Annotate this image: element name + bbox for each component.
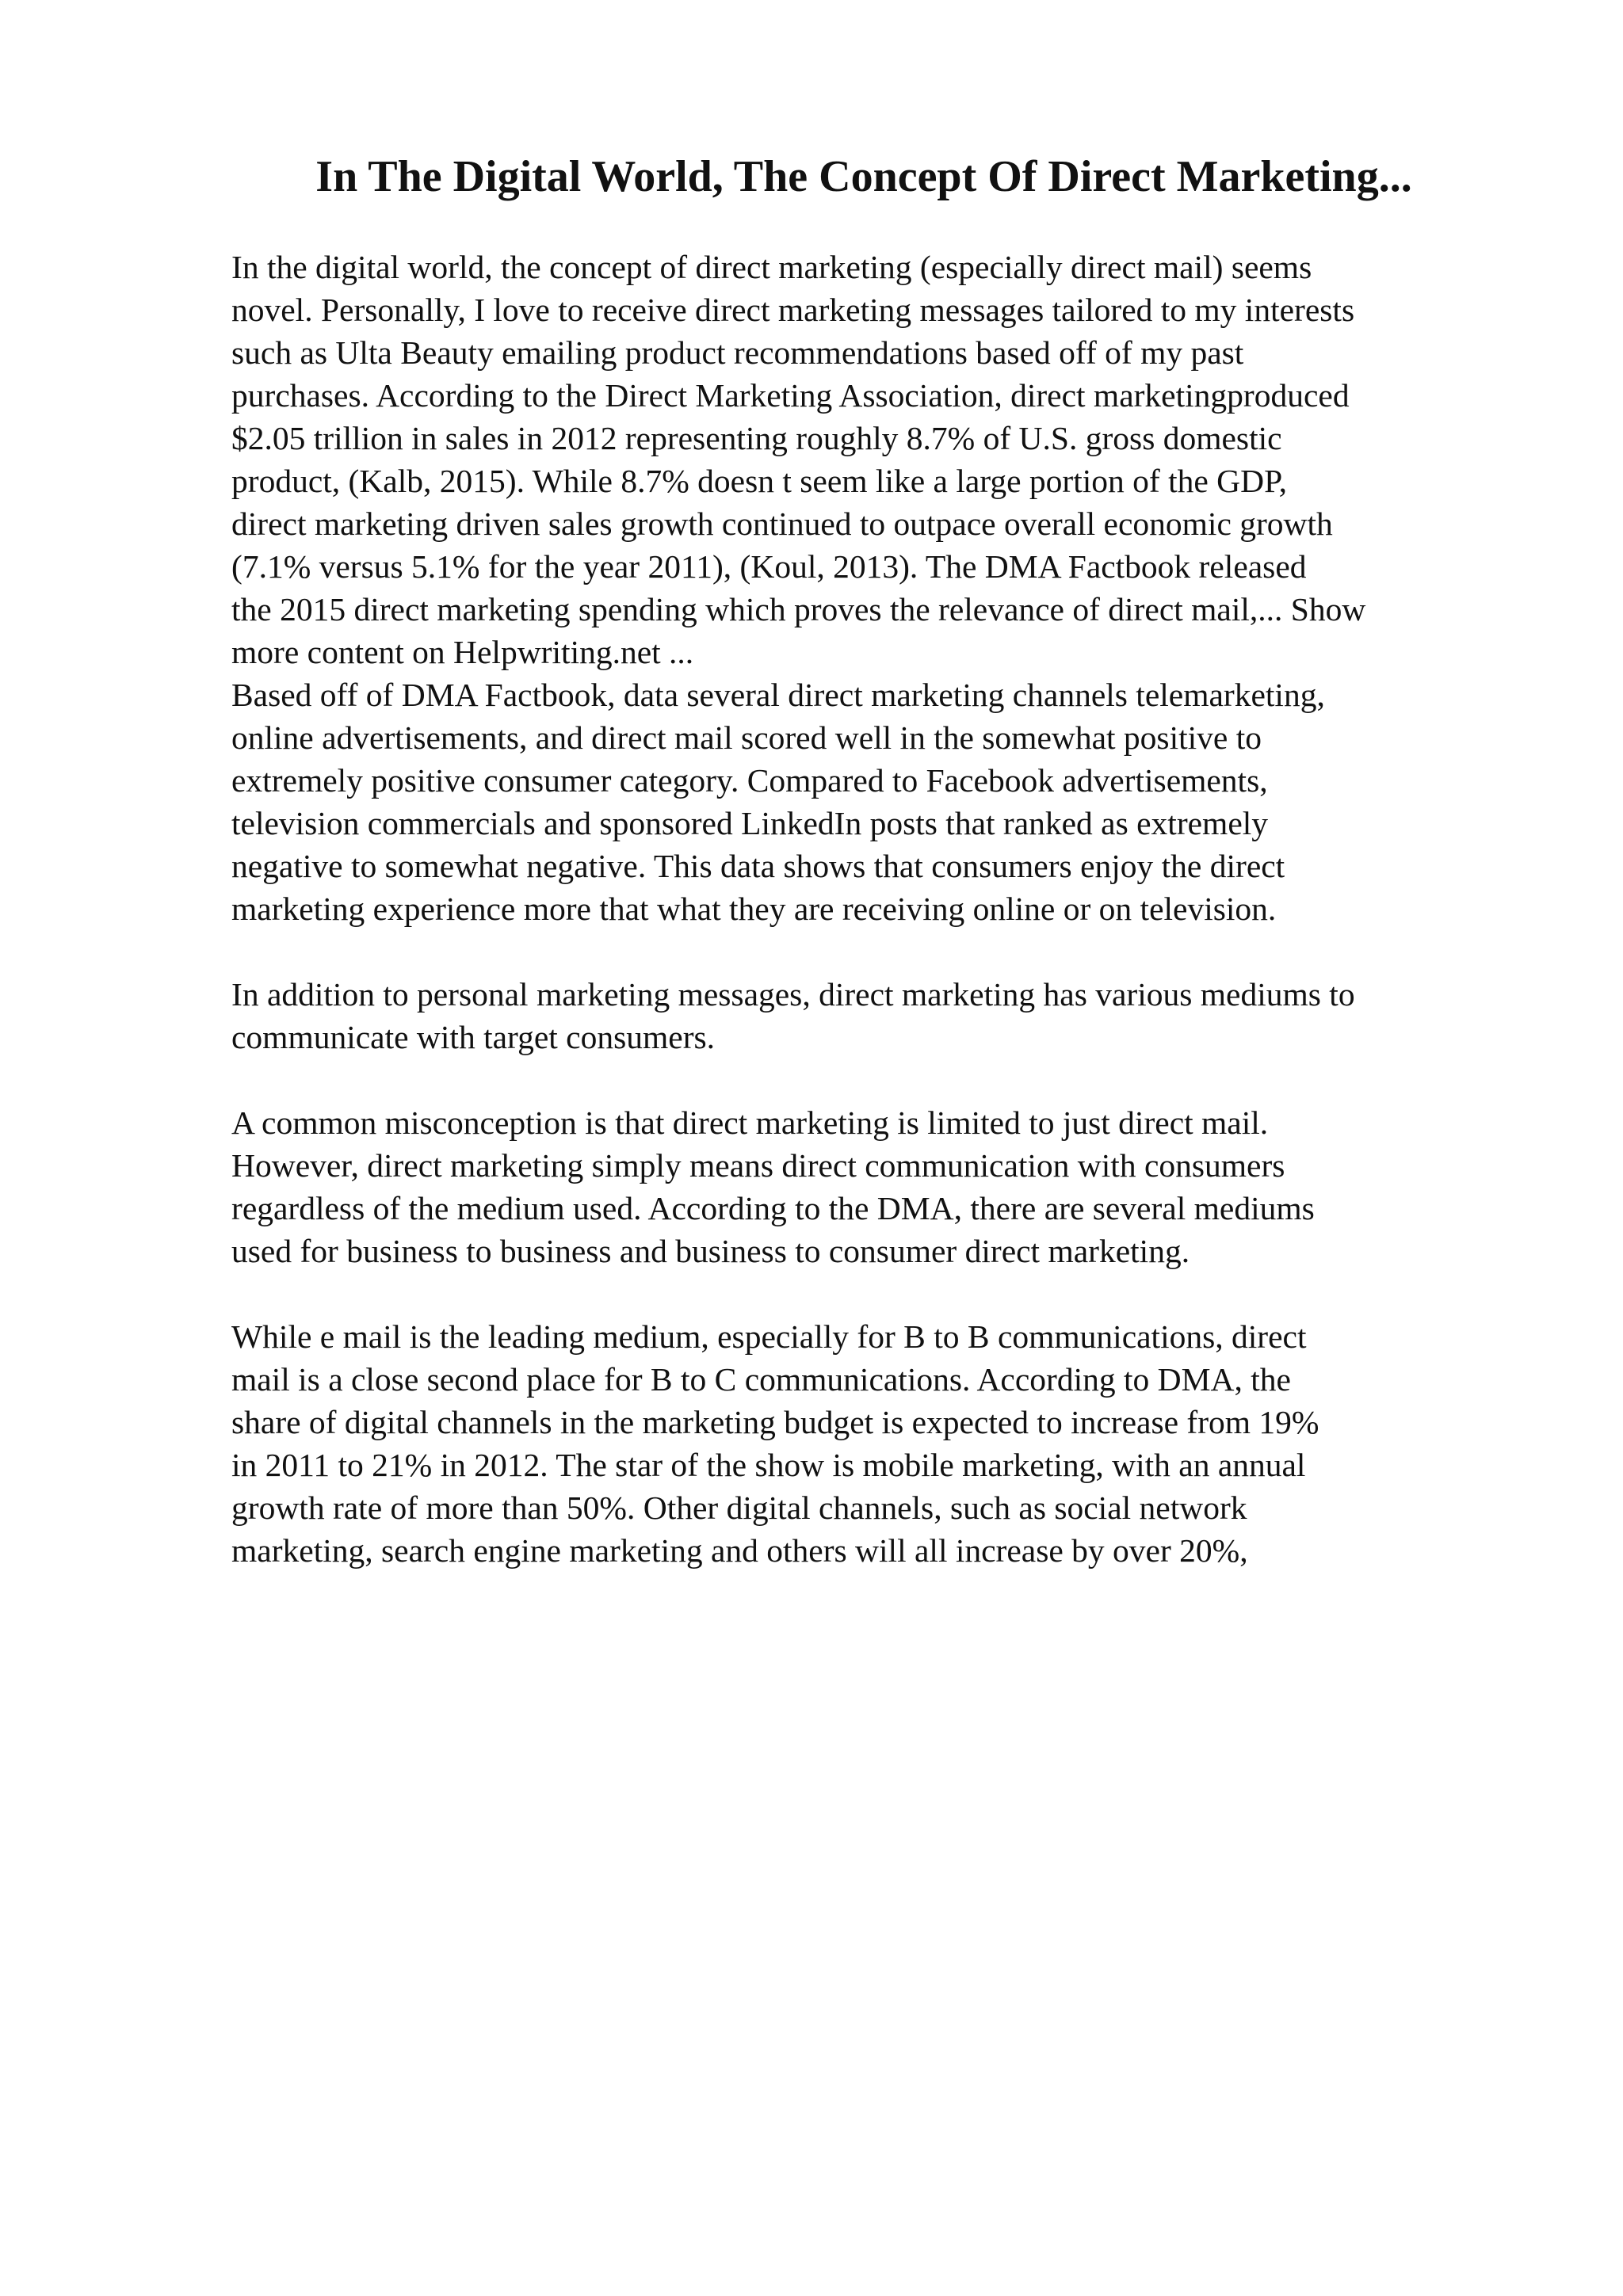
paragraph-line: $2.05 trillion in sales in 2012 representing roughly 8.7% of U.S. gross domestic xyxy=(231,420,1282,456)
paragraph-line: more content on Helpwriting.net ... xyxy=(231,634,694,670)
paragraph-line: mail is a close second place for B to C communications. According to DMA, the xyxy=(231,1361,1291,1398)
paragraph-line: direct marketing driven sales growth continued to outpace overall economic growth xyxy=(231,505,1333,542)
paragraph-1 xyxy=(231,246,1531,673)
paragraph-spacer xyxy=(231,930,1531,973)
paragraph-line: marketing experience more that what they are receiving online or on television. xyxy=(231,891,1277,927)
paragraph-5 xyxy=(231,1315,1531,1572)
paragraph-line: television commercials and sponsored LinkedIn posts that ranked as extremely xyxy=(231,805,1269,841)
page-title: In The Digital World, The Concept Of Direct Marketing... xyxy=(315,152,1412,201)
paragraph-line: product, (Kalb, 2015). While 8.7% doesn t seem like a large portion of the GDP, xyxy=(231,463,1287,499)
document-body xyxy=(231,246,1531,1572)
paragraph-line: negative to somewhat negative. This data shows that consumers enjoy the direct xyxy=(231,848,1285,884)
paragraph-line: extremely positive consumer category. Compared to Facebook advertisements, xyxy=(231,762,1268,799)
paragraph-4 xyxy=(231,1101,1531,1272)
paragraph-line: online advertisements, and direct mail scored well in the somewhat positive to xyxy=(231,719,1262,756)
paragraph-2 xyxy=(231,673,1531,930)
paragraph-line: such as Ulta Beauty emailing product recommendations based off of my past xyxy=(231,334,1244,371)
paragraph-line: However, direct marketing simply means direct communication with consumers xyxy=(231,1147,1285,1184)
paragraph-line: regardless of the medium used. According to the DMA, there are several mediums xyxy=(231,1190,1315,1226)
paragraph-line: In the digital world, the concept of direct marketing (especially direct mail) seems xyxy=(231,249,1312,285)
paragraph-line: While e mail is the leading medium, especially for B to B communications, direct xyxy=(231,1318,1307,1355)
paragraph-line: in 2011 to 21% in 2012. The star of the show is mobile marketing, with an annual xyxy=(231,1447,1306,1483)
paragraph-line: Based off of DMA Factbook, data several direct marketing channels telemarketing, xyxy=(231,677,1325,713)
paragraph-spacer xyxy=(231,1058,1531,1101)
paragraph-spacer xyxy=(231,1272,1531,1315)
paragraph-line: used for business to business and business to consumer direct marketing. xyxy=(231,1233,1190,1269)
paragraph-line: purchases. According to the Direct Marketing Association, direct marketingproduced xyxy=(231,377,1350,414)
paragraph-line: communicate with target consumers. xyxy=(231,1019,716,1055)
paragraph-line: share of digital channels in the marketing budget is expected to increase from 19% xyxy=(231,1404,1319,1440)
paragraph-line: growth rate of more than 50%. Other digital channels, such as social network xyxy=(231,1489,1247,1526)
paragraph-line: In addition to personal marketing messages, direct marketing has various mediums to xyxy=(231,976,1355,1013)
paragraph-line: marketing, search engine marketing and others will all increase by over 20%, xyxy=(231,1532,1248,1569)
paragraph-line: novel. Personally, I love to receive direct marketing messages tailored to my interests xyxy=(231,292,1355,328)
paragraph-line: A common misconception is that direct marketing is limited to just direct mail. xyxy=(231,1104,1269,1141)
paragraph-line: the 2015 direct marketing spending which proves the relevance of direct mail,... Show xyxy=(231,591,1366,627)
paragraph-line: (7.1% versus 5.1% for the year 2011), (Koul, 2013). The DMA Factbook released xyxy=(231,548,1307,585)
paragraph-3 xyxy=(231,973,1531,1058)
